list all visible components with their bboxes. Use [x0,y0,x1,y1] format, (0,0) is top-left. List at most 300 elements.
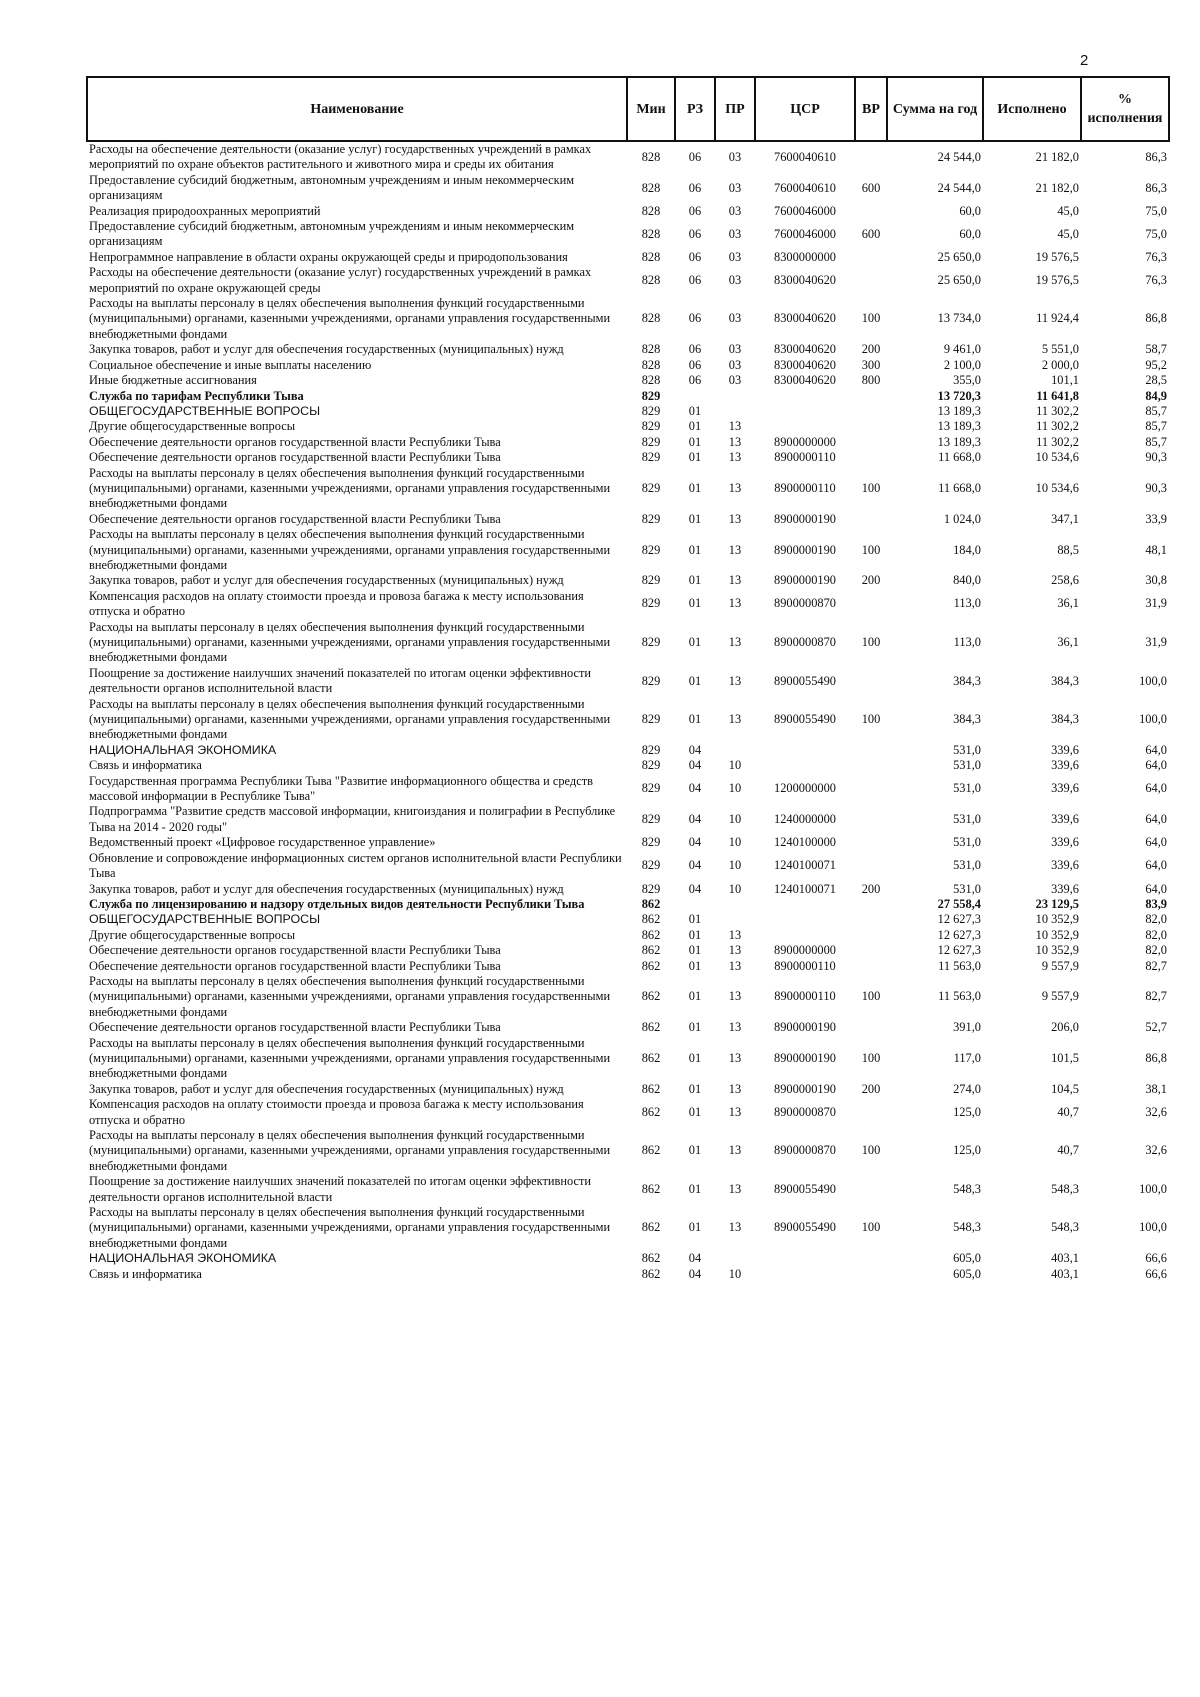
cell-vr [855,774,887,805]
cell-sum: 11 668,0 [938,450,981,465]
cell-name: Расходы на обеспечение деятельности (оказание услуг) государственных учреждений в рамках мероприятий по охране окружающей среды [89,265,592,295]
table-row [87,620,1169,666]
cell-done: 339,6 [1051,742,1079,757]
cell-min: 829 [641,635,661,649]
cell-pct: 28,5 [1145,373,1167,388]
cell-sum: 531,0 [953,781,981,796]
table-row [87,512,1169,527]
cell-done: 339,6 [1051,858,1079,873]
cell-name: Связь и информатика [89,758,202,773]
cell-rz: 04 [688,858,702,873]
cell-done: 11 641,8 [1036,388,1079,403]
cell-pr: 10 [728,1266,742,1281]
cell-min: 862 [641,1143,661,1158]
cell-sum: 840,0 [953,573,981,588]
cell-min: 862 [641,1020,661,1035]
cell-csr: 1200000000 [774,781,836,796]
cell-name: Компенсация расходов на оплату стоимости проезда и провоза багажа к месту использования отпуска и обратно [89,1097,584,1127]
cell-pct: 64,0 [1145,835,1167,850]
cell-pct: 64,0 [1145,812,1167,827]
cell-sum: 13 189,3 [937,434,981,449]
cell-min: 829 [641,835,661,850]
cell-csr [755,1267,855,1282]
cell-rz: 01 [688,596,702,611]
cell-pr: 10 [728,812,742,827]
cell-name: Непрограммное направление в области охраны окружающей среды и природопользования [89,249,568,264]
cell-sum: 548,3 [953,1181,981,1196]
cell-done: 339,6 [1051,758,1079,773]
cell-pr: 13 [728,989,742,1004]
cell-pct: 82,7 [1145,958,1167,973]
cell-sum: 27 558,4 [937,896,981,911]
cell-csr [755,743,855,758]
cell-csr [755,389,855,404]
cell-sum: 384,3 [953,673,981,688]
cell-rz: 04 [688,881,702,896]
cell-csr: 8900000110 [774,958,836,973]
cell-csr: 8900000190 [774,1050,836,1065]
cell-pct: 64,0 [1145,858,1167,873]
cell-pr: 13 [728,511,742,526]
cell-csr: 8900000000 [774,434,836,449]
cell-name: Обеспечение деятельности органов государственной власти Республики Тыва [89,943,501,958]
cell-pr: 10 [728,881,742,896]
cell-name: Иные бюджетные ассигнования [89,373,257,388]
cell-vr [855,419,887,434]
cell-done: 339,6 [1051,781,1079,796]
cell-vr [855,1097,887,1128]
cell-done: 11 302,2 [1036,403,1079,418]
cell-pr [715,743,755,758]
cell-sum: 11 668,0 [938,480,981,495]
cell-pr: 03 [728,180,742,195]
cell-name: Другие общегосударственные вопросы [89,927,296,942]
cell-done: 36,1 [1057,635,1079,649]
cell-name: Обеспечение деятельности органов государственной власти Республики Тыва [89,511,501,526]
table-row [87,573,1169,588]
cell-csr: 8300040620 [774,342,836,357]
cell-done: 10 352,9 [1035,927,1079,942]
cell-done: 5 551,0 [1041,342,1079,357]
cell-pct: 32,6 [1145,1104,1167,1119]
cell-done: 339,6 [1051,835,1079,850]
cell-csr [755,928,855,943]
cell-rz: 01 [688,912,702,927]
cell-done: 548,3 [1051,1220,1079,1235]
table-row [87,219,1169,250]
cell-sum: 60,0 [959,226,981,241]
cell-name: Закупка товаров, работ и услуг для обеспечения государственных (муниципальных) нужд [89,881,564,896]
cell-sum: 274,0 [953,1081,981,1096]
cell-min: 829 [641,881,661,896]
cell-pct: 83,9 [1145,896,1167,911]
cell-min: 829 [641,673,661,688]
cell-csr: 7600046000 [774,226,836,241]
cell-pct: 64,0 [1145,758,1167,773]
cell-done: 9 557,9 [1041,958,1079,973]
header-rz: РЗ [675,77,715,141]
cell-vr [855,389,887,404]
cell-done: 45,0 [1057,203,1079,218]
cell-csr: 8300040620 [774,373,836,388]
cell-rz: 04 [688,812,702,827]
cell-sum: 605,0 [953,1266,981,1281]
cell-sum: 11 563,0 [938,958,981,973]
table-row [87,1128,1169,1174]
table-row [87,758,1169,773]
cell-pct: 85,7 [1145,403,1167,418]
cell-rz: 01 [688,434,702,449]
cell-csr: 7600040610 [774,149,836,164]
cell-sum: 125,0 [953,1104,981,1119]
cell-min: 828 [641,272,661,287]
cell-name: Обновление и сопровождение информационных систем органов исполнительной власти Республики Тыва [89,850,622,881]
cell-vr [855,204,887,219]
cell-rz: 01 [688,673,702,688]
cell-vr [855,743,887,758]
cell-rz: 01 [688,1081,702,1096]
cell-vr [855,512,887,527]
table-body [87,141,1169,1282]
cell-vr: 100 [861,311,881,326]
cell-pct: 76,3 [1145,249,1167,264]
cell-rz: 01 [688,989,702,1004]
cell-pr: 03 [728,311,742,326]
cell-csr: 1240100071 [774,881,836,896]
cell-rz: 01 [688,403,702,418]
cell-vr [855,1267,887,1282]
table-row [87,959,1169,974]
cell-pr: 13 [728,1020,742,1035]
cell-pct: 33,9 [1145,511,1167,526]
cell-min: 829 [641,403,661,418]
cell-rz: 04 [688,1266,702,1281]
cell-sum: 24 544,0 [937,180,981,195]
cell-pr: 13 [728,927,742,942]
cell-min: 829 [641,812,661,827]
cell-vr [855,835,887,850]
cell-sum: 531,0 [953,858,981,873]
cell-pr: 13 [728,480,742,495]
cell-pct: 82,0 [1145,912,1167,927]
cell-name: Расходы на выплаты персоналу в целях обеспечения выполнения функций государственными (муниципальными) органами, казенными учреждениями, органами управления государственными внебюджетными фондами [89,1205,611,1250]
cell-done: 45,0 [1057,226,1079,241]
cell-vr [855,928,887,943]
cell-vr: 600 [861,180,881,195]
table-header-row [87,77,1169,141]
cell-vr [855,1020,887,1035]
table-row [87,1036,1169,1082]
cell-pct: 75,0 [1145,203,1167,218]
table-row [87,1251,1169,1266]
cell-min: 829 [641,573,661,588]
header-min: Мин [627,77,675,141]
cell-vr: 200 [861,881,881,896]
cell-vr: 300 [861,357,881,372]
cell-sum: 13 189,3 [937,419,981,434]
cell-sum: 184,0 [953,542,981,557]
cell-pr: 13 [728,1143,742,1158]
table-row [87,466,1169,512]
cell-sum: 12 627,3 [937,943,981,958]
cell-name: Ведомственный проект «Цифровое государственное управление» [89,835,436,850]
header-done: Исполнено [983,77,1081,141]
cell-rz: 06 [688,226,702,241]
cell-done: 40,7 [1057,1104,1079,1119]
cell-csr: 1240100071 [774,858,836,873]
cell-vr [855,666,887,697]
header-vr: ВР [855,77,887,141]
cell-vr [855,1251,887,1266]
cell-done: 10 352,9 [1035,912,1079,927]
cell-vr: 200 [861,342,881,357]
cell-sum: 13 189,3 [937,403,981,418]
cell-pct: 82,0 [1145,943,1167,958]
cell-csr: 8900055490 [774,1220,836,1235]
cell-done: 384,3 [1051,673,1079,688]
cell-min: 862 [641,1081,661,1096]
cell-pct: 100,0 [1139,712,1167,727]
cell-name: Расходы на выплаты персоналу в целях обеспечения выполнения функций государственными (муниципальными) органами, казенными учреждениями, органами управления государственными внебюджетными фондами [89,619,611,665]
cell-rz: 06 [688,373,702,388]
cell-vr: 100 [861,712,881,727]
cell-vr [855,943,887,958]
cell-csr: 8900000190 [774,511,836,526]
cell-done: 10 534,6 [1035,480,1079,495]
cell-csr [755,912,855,927]
cell-name: НАЦИОНАЛЬНАЯ ЭКОНОМИКА [89,1251,277,1266]
cell-pct: 38,1 [1145,1081,1167,1096]
cell-min: 862 [641,943,661,958]
cell-done: 10 534,6 [1035,450,1079,465]
cell-pct: 64,0 [1145,781,1167,796]
cell-sum: 25 650,0 [937,272,981,287]
cell-sum: 13 720,3 [937,388,981,403]
cell-name: Обеспечение деятельности органов государственной власти Республики Тыва [89,958,501,973]
cell-vr: 800 [861,373,881,388]
cell-done: 258,6 [1051,573,1079,588]
cell-pct: 31,9 [1145,596,1167,611]
cell-pr: 13 [728,1104,742,1119]
table-row [87,527,1169,573]
cell-done: 11 924,4 [1036,311,1079,326]
cell-pr: 13 [728,958,742,973]
cell-done: 403,1 [1051,1251,1079,1266]
cell-pct: 86,8 [1145,1050,1167,1065]
cell-pr: 13 [728,1181,742,1196]
cell-name: Расходы на обеспечение деятельности (оказание услуг) государственных учреждений в рамках мероприятий по охране объектов растительного и животного мира и среды их обитания [89,142,592,172]
cell-done: 384,3 [1051,712,1079,727]
cell-min: 829 [641,450,661,465]
cell-done: 88,5 [1057,542,1079,557]
cell-rz: 04 [688,742,702,757]
cell-sum: 13 734,0 [937,311,981,326]
cell-rz: 01 [688,450,702,465]
cell-min: 829 [641,712,661,727]
cell-done: 40,7 [1057,1143,1079,1158]
cell-name: Обеспечение деятельности органов государственной власти Республики Тыва [89,434,501,449]
table-row [87,404,1169,419]
cell-min: 829 [641,858,661,873]
cell-min: 862 [641,958,661,973]
cell-pct: 100,0 [1139,673,1167,688]
cell-rz [675,897,715,912]
table-row [87,265,1169,296]
cell-pr: 13 [728,1050,742,1065]
cell-pr: 13 [728,434,742,449]
cell-vr [855,912,887,927]
cell-vr [855,435,887,450]
cell-vr: 100 [861,635,881,649]
cell-sum: 2 100,0 [943,357,981,372]
cell-name: Государственная программа Республики Тыва "Развитие информационного общества и средств массовой информации в Республике Тыва" [89,773,593,804]
cell-csr: 8900000000 [774,943,836,958]
table-row [87,450,1169,465]
cell-min: 829 [641,781,661,796]
cell-rz: 01 [688,573,702,588]
cell-pct: 64,0 [1145,881,1167,896]
cell-rz: 06 [688,311,702,326]
cell-done: 101,5 [1051,1050,1079,1065]
cell-csr: 8900000110 [774,450,836,465]
cell-vr [855,804,887,835]
cell-sum: 531,0 [953,758,981,773]
cell-name: Расходы на выплаты персоналу в целях обеспечения выполнения функций государственными (муниципальными) органами, казенными учреждениями, органами управления государственными внебюджетными фондами [89,465,611,511]
cell-min: 829 [641,511,661,526]
cell-pct: 82,0 [1145,927,1167,942]
cell-sum: 125,0 [953,1143,981,1158]
cell-done: 23 129,5 [1035,896,1079,911]
cell-csr: 8900000110 [774,480,836,495]
cell-sum: 384,3 [953,712,981,727]
cell-sum: 12 627,3 [937,927,981,942]
cell-pr: 13 [728,712,742,727]
cell-name: Расходы на выплаты персоналу в целях обеспечения выполнения функций государственными (муниципальными) органами, казенными учреждениями, органами управления государственными внебюджетными фондами [89,296,611,341]
cell-pr: 10 [728,758,742,773]
cell-vr: 100 [861,1050,881,1065]
cell-sum: 1 024,0 [943,511,981,526]
cell-vr [855,250,887,265]
cell-pct: 82,7 [1145,989,1167,1004]
cell-pct: 90,3 [1145,480,1167,495]
cell-rz: 06 [688,203,702,218]
cell-min: 828 [641,311,661,326]
cell-min: 829 [641,419,661,434]
table-row [87,419,1169,434]
cell-rz: 01 [688,943,702,958]
cell-csr: 8300040620 [774,311,836,326]
cell-rz: 04 [688,1251,702,1266]
cell-min: 828 [641,226,661,241]
table-row [87,1097,1169,1128]
cell-name: НАЦИОНАЛЬНАЯ ЭКОНОМИКА [89,742,277,757]
cell-min: 862 [641,1251,661,1266]
cell-vr: 100 [861,989,881,1004]
cell-pr [715,389,755,404]
cell-min: 828 [641,249,661,264]
cell-pct: 31,9 [1145,635,1167,649]
cell-pct: 52,7 [1145,1020,1167,1035]
table-row [87,912,1169,927]
cell-min: 862 [641,896,661,911]
cell-done: 339,6 [1051,812,1079,827]
cell-vr [855,758,887,773]
cell-pct: 90,3 [1145,450,1167,465]
cell-pr: 13 [728,542,742,557]
cell-name: Другие общегосударственные вопросы [89,419,296,434]
cell-done: 101,1 [1051,373,1079,388]
cell-csr: 8900000870 [774,596,836,611]
cell-done: 9 557,9 [1041,989,1079,1004]
cell-csr [755,419,855,434]
table-row [87,774,1169,805]
cell-csr: 8900000870 [774,635,836,649]
cell-csr [755,758,855,773]
cell-vr [855,404,887,419]
cell-rz: 06 [688,249,702,264]
cell-min: 828 [641,342,661,357]
cell-min: 862 [641,989,661,1004]
cell-pr: 13 [728,419,742,434]
cell-csr: 8900000190 [774,1020,836,1035]
cell-done: 339,6 [1051,881,1079,896]
header-name: Наименование [87,77,627,141]
cell-sum: 12 627,3 [937,912,981,927]
table-row [87,928,1169,943]
cell-vr [855,265,887,296]
cell-csr [755,404,855,419]
cell-rz: 01 [688,511,702,526]
cell-rz: 01 [688,1050,702,1065]
cell-pr: 13 [728,635,742,649]
cell-min: 862 [641,1220,661,1235]
header-csr: ЦСР [755,77,855,141]
cell-pr [715,912,755,927]
cell-csr: 7600046000 [774,203,836,218]
cell-pct: 85,7 [1145,434,1167,449]
cell-rz: 01 [688,1104,702,1119]
cell-min: 829 [641,596,661,611]
cell-pct: 84,9 [1145,388,1167,403]
cell-pr: 03 [728,149,742,164]
cell-rz: 06 [688,272,702,287]
table-row [87,1267,1169,1282]
cell-vr [855,959,887,974]
cell-csr: 8300000000 [774,249,836,264]
cell-vr [855,897,887,912]
cell-rz: 01 [688,958,702,973]
table-row [87,589,1169,620]
header-sum: Сумма на год [887,77,983,141]
table-row [87,389,1169,404]
cell-csr: 8900055490 [774,673,836,688]
cell-pct: 76,3 [1145,272,1167,287]
cell-rz [675,389,715,404]
cell-csr: 8900000870 [774,1143,836,1158]
cell-csr: 7600040610 [774,180,836,195]
cell-csr: 1240100000 [774,835,836,850]
cell-name: Закупка товаров, работ и услуг для обеспечения государственных (муниципальных) нужд [89,1081,564,1096]
cell-rz: 01 [688,1220,702,1235]
cell-done: 347,1 [1051,511,1079,526]
header-pr: ПР [715,77,755,141]
cell-rz: 01 [688,542,702,557]
cell-csr: 8900000190 [774,573,836,588]
cell-sum: 9 461,0 [943,342,981,357]
cell-name: Расходы на выплаты персоналу в целях обеспечения выполнения функций государственными (муниципальными) органами, казенными учреждениями, органами управления государственными внебюджетными фондами [89,696,611,742]
cell-name: Связь и информатика [89,1266,202,1281]
table-row [87,1174,1169,1205]
